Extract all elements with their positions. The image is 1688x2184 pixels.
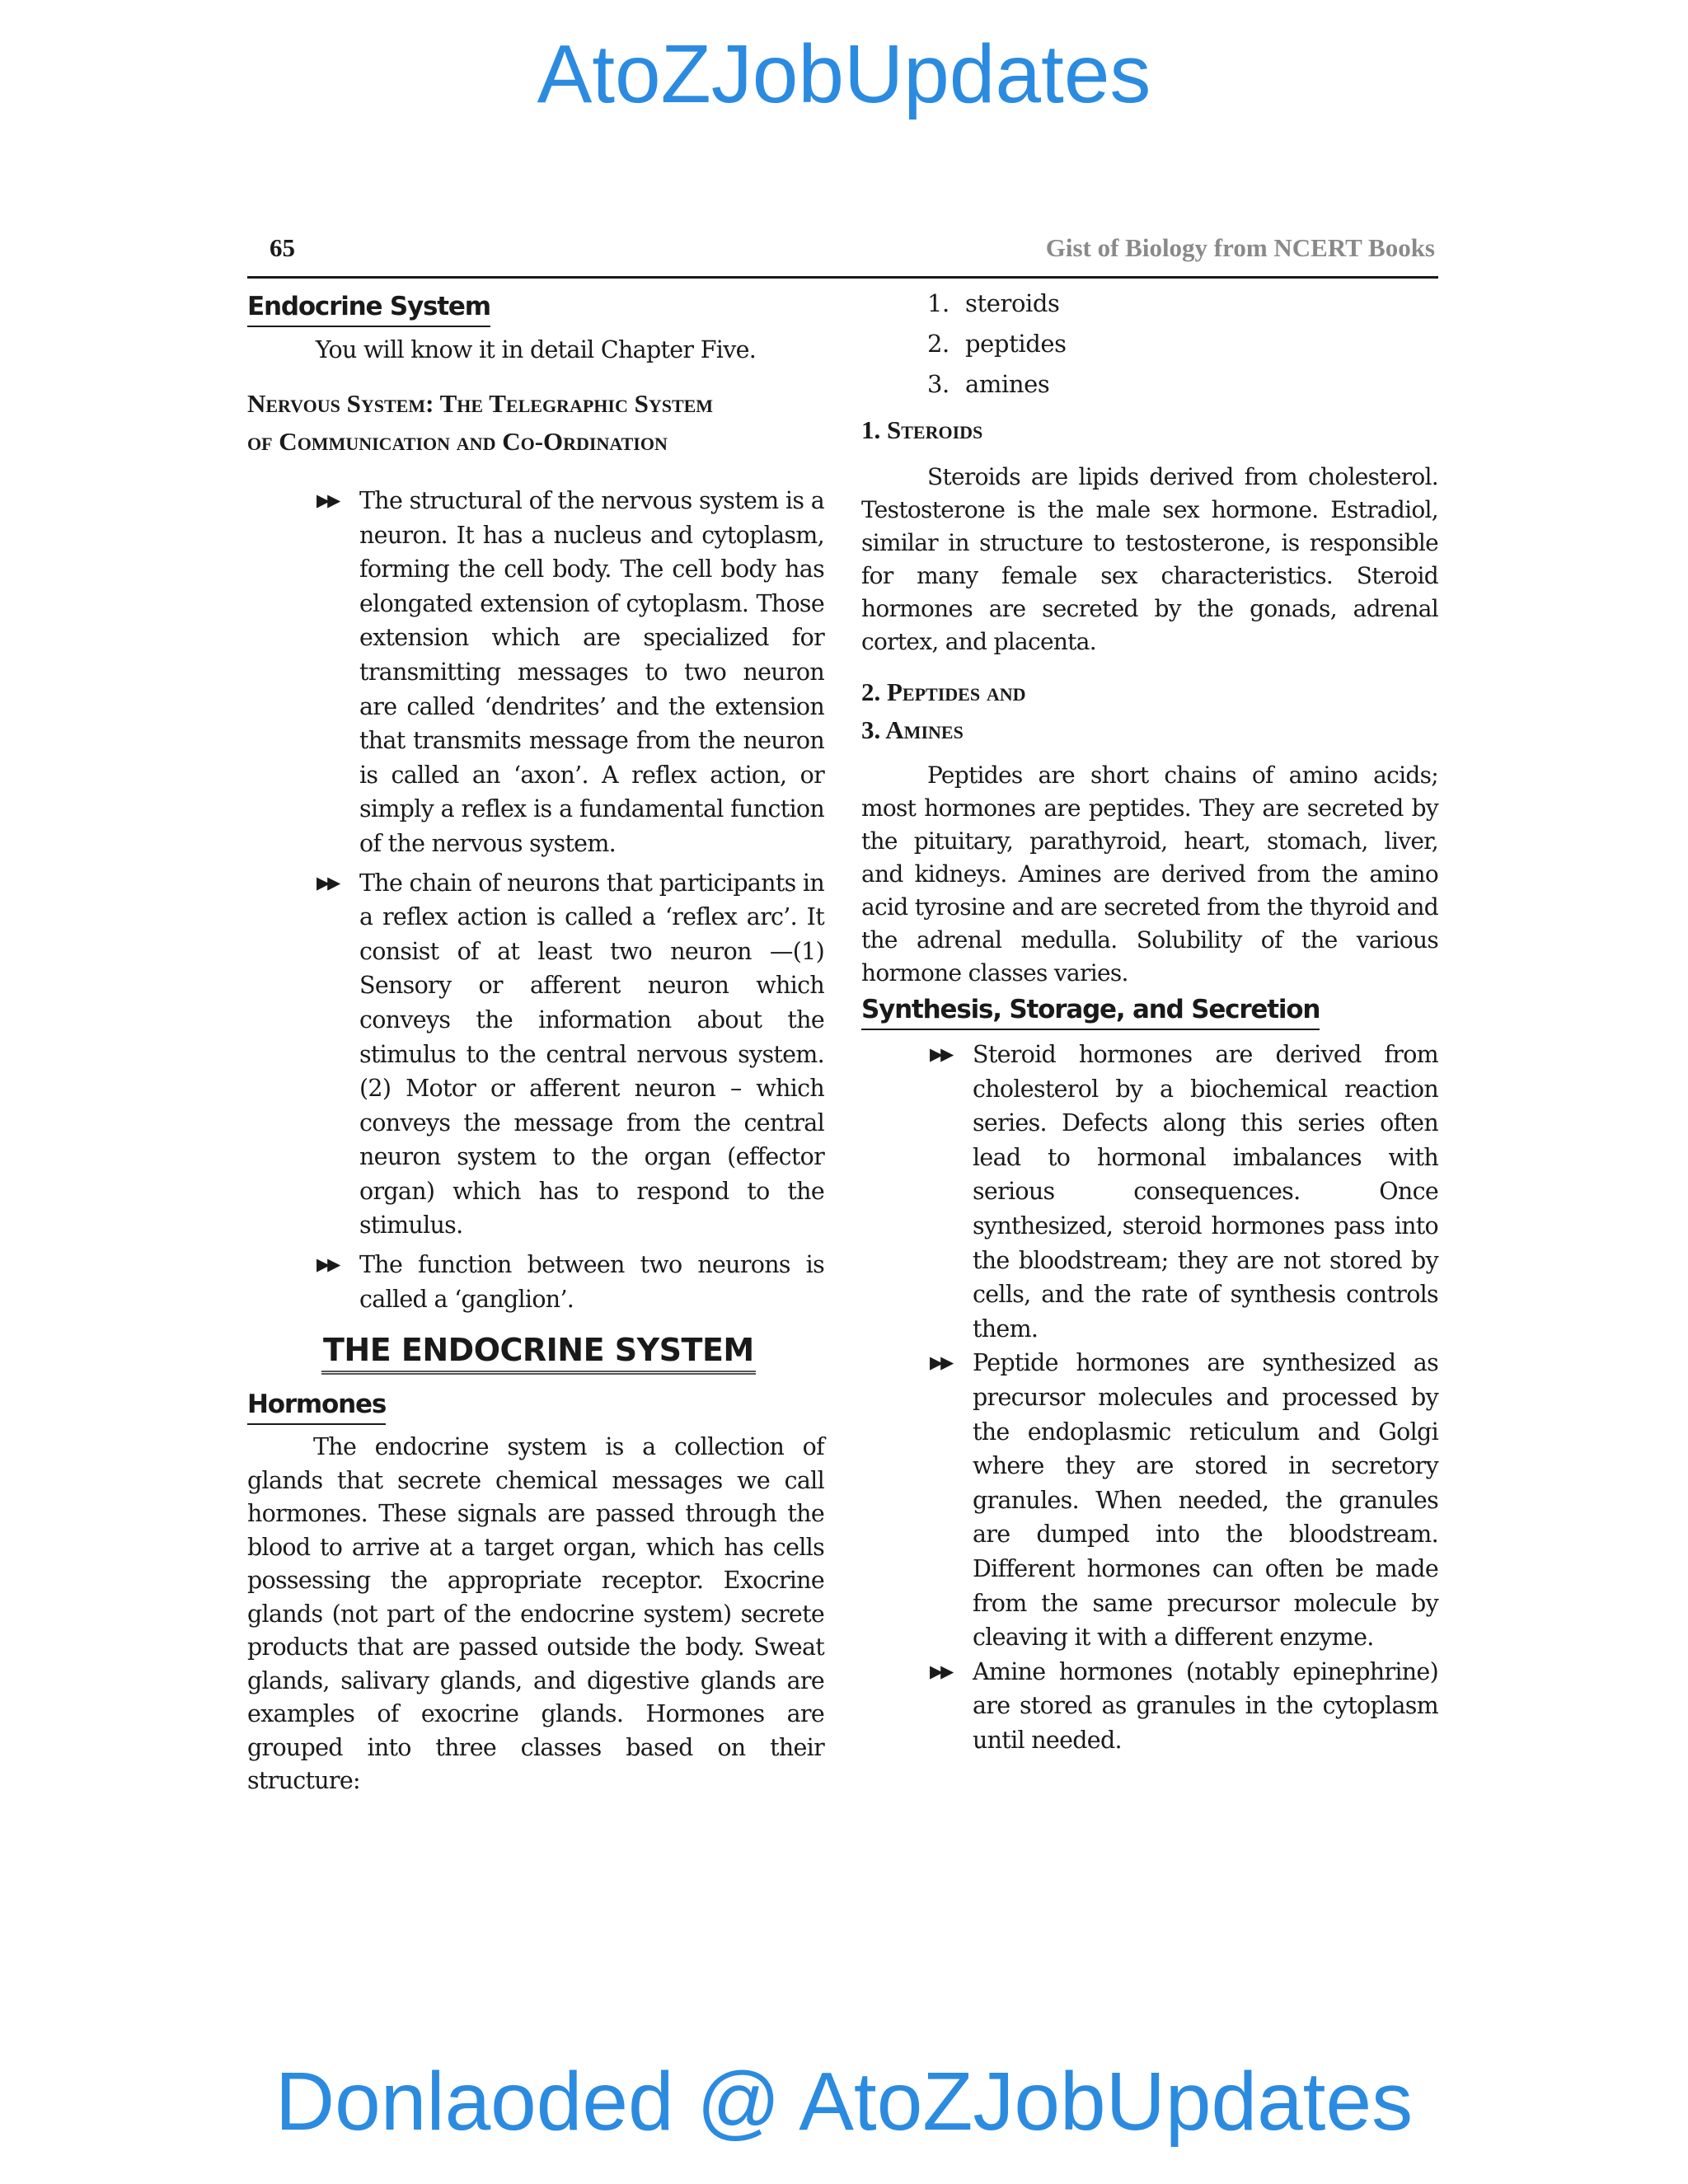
double-arrow-icon: ▶▶ xyxy=(316,872,339,893)
list-item: ▶▶ Steroid hormones are derived from cholesterol by a biochemical reaction series. Defects along this series often lead to hormonal imbalances with serious consequences. Once synthesized, steroid hormones pass into the bloodstream; they are not stored by cells, and the rate of synthesis controls them. xyxy=(973,1038,1438,1346)
list-item: ▶▶ Amine hormones (notably epinephrine) are stored as granules in the cytoplasm until needed. xyxy=(973,1655,1438,1758)
endocrine-system-heading: Endocrine System xyxy=(247,288,490,327)
synthesis-heading: Synthesis, Storage, and Secretion xyxy=(861,991,1320,1030)
nervous-system-bullets xyxy=(247,484,824,1316)
running-header xyxy=(247,233,1438,279)
double-arrow-icon: ▶▶ xyxy=(316,490,339,510)
list-item: ▶▶ The function between two neurons is called a ‘ganglion’. xyxy=(359,1248,824,1316)
list-item: ▶▶ The structural of the nervous system is a neuron. It has a nucleus and cytoplasm, forming the cell body. The cell body has elongated extension of cytoplasm. Those extension which are specialized for transmitting messages to two neuron are called ‘dendrites’ and the extension that transmits message from the neuron is called an ‘axon’. A reflex action, or simply a reflex is a fundamental function of the nervous system. xyxy=(359,484,824,861)
double-arrow-icon: ▶▶ xyxy=(930,1044,952,1064)
book-title: Gist of Biology from NCERT Books xyxy=(1045,233,1435,262)
hormone-classes-list xyxy=(861,284,1438,405)
watermark-bottom: Donlaoded @ AtoZJobUpdates xyxy=(274,2055,1414,2148)
double-arrow-icon: ▶▶ xyxy=(316,1254,339,1275)
list-item: ▶▶ The chain of neurons that participants in a reflex action is called a ‘reflex arc’. It consist of at least two neuron —(1) Sensory or afferent neuron which conveys the information about the stimulus to the central nervous system. (2) Motor or afferent neuron – which conveys the message from the central neuron system to the organ (effector organ) which has to respond to the stimulus. xyxy=(359,866,824,1244)
nervous-system-heading-line2: of Communication and Co-Ordination xyxy=(247,427,668,456)
endocrine-system-title: THE ENDOCRINE SYSTEM xyxy=(321,1329,756,1375)
peptides-heading-line1: 2. Peptides and xyxy=(861,677,1026,706)
steroids-heading: 1. Steroids xyxy=(861,415,983,444)
right-column xyxy=(861,288,1438,1757)
watermark-top: AtoZJobUpdates xyxy=(537,28,1151,120)
peptides-paragraph: Peptides are short chains of amino acids; most hormones are peptides. They are secreted by the pituitary, parathyroid, heart, stomach, liver, and kidneys. Amines are derived from the amino acid tyrosine and are secreted from the thyroid and the adrenal medulla. Solubility of the various hormone classes varies. xyxy=(861,762,1438,987)
double-arrow-icon: ▶▶ xyxy=(930,1352,952,1373)
amines-heading-line2: 3. Amines xyxy=(861,715,964,744)
list-item: 3. amines xyxy=(927,370,1050,398)
double-arrow-icon: ▶▶ xyxy=(930,1661,952,1681)
hormones-heading: Hormones xyxy=(247,1386,386,1425)
list-item: ▶▶ Peptide hormones are synthesized as precursor molecules and processed by the endoplasmic reticulum and Golgi where they are stored in secretory granules. When needed, the granules are dumped into the bloodstream. Different hormones can often be made from the same precursor molecule by cleaving it with a different enzyme. xyxy=(973,1346,1438,1654)
synthesis-bullets xyxy=(861,1038,1438,1757)
hormones-paragraph: The endocrine system is a collection of glands that secrete chemical messages we call hormones. These signals are passed through the blood to arrive at a target organ, which has cells possessing the appropriate receptor. Exocrine glands (not part of the endocrine system) secrete products that are passed outside the body. Sweat glands, salivary glands, and digestive glands are examples of exocrine glands. Hormones are grouped into three classes based on their structure: xyxy=(247,1433,824,1795)
list-item: 1. steroids xyxy=(927,289,1060,317)
nervous-system-heading-line1: Nervous System: The Telegraphic System xyxy=(247,389,714,418)
left-column xyxy=(247,288,824,1798)
steroids-paragraph: Steroids are lipids derived from cholesterol. Testosterone is the male sex hormone. Estradiol, similar in structure to testosterone, is responsible for many female sex characteristics. Steroid hormones are secreted by the gonads, adrenal cortex, and placenta. xyxy=(861,463,1438,655)
endocrine-note: You will know it in detail Chapter Five. xyxy=(315,336,757,363)
list-item: 2. peptides xyxy=(927,330,1067,358)
page-number: 65 xyxy=(270,233,295,262)
